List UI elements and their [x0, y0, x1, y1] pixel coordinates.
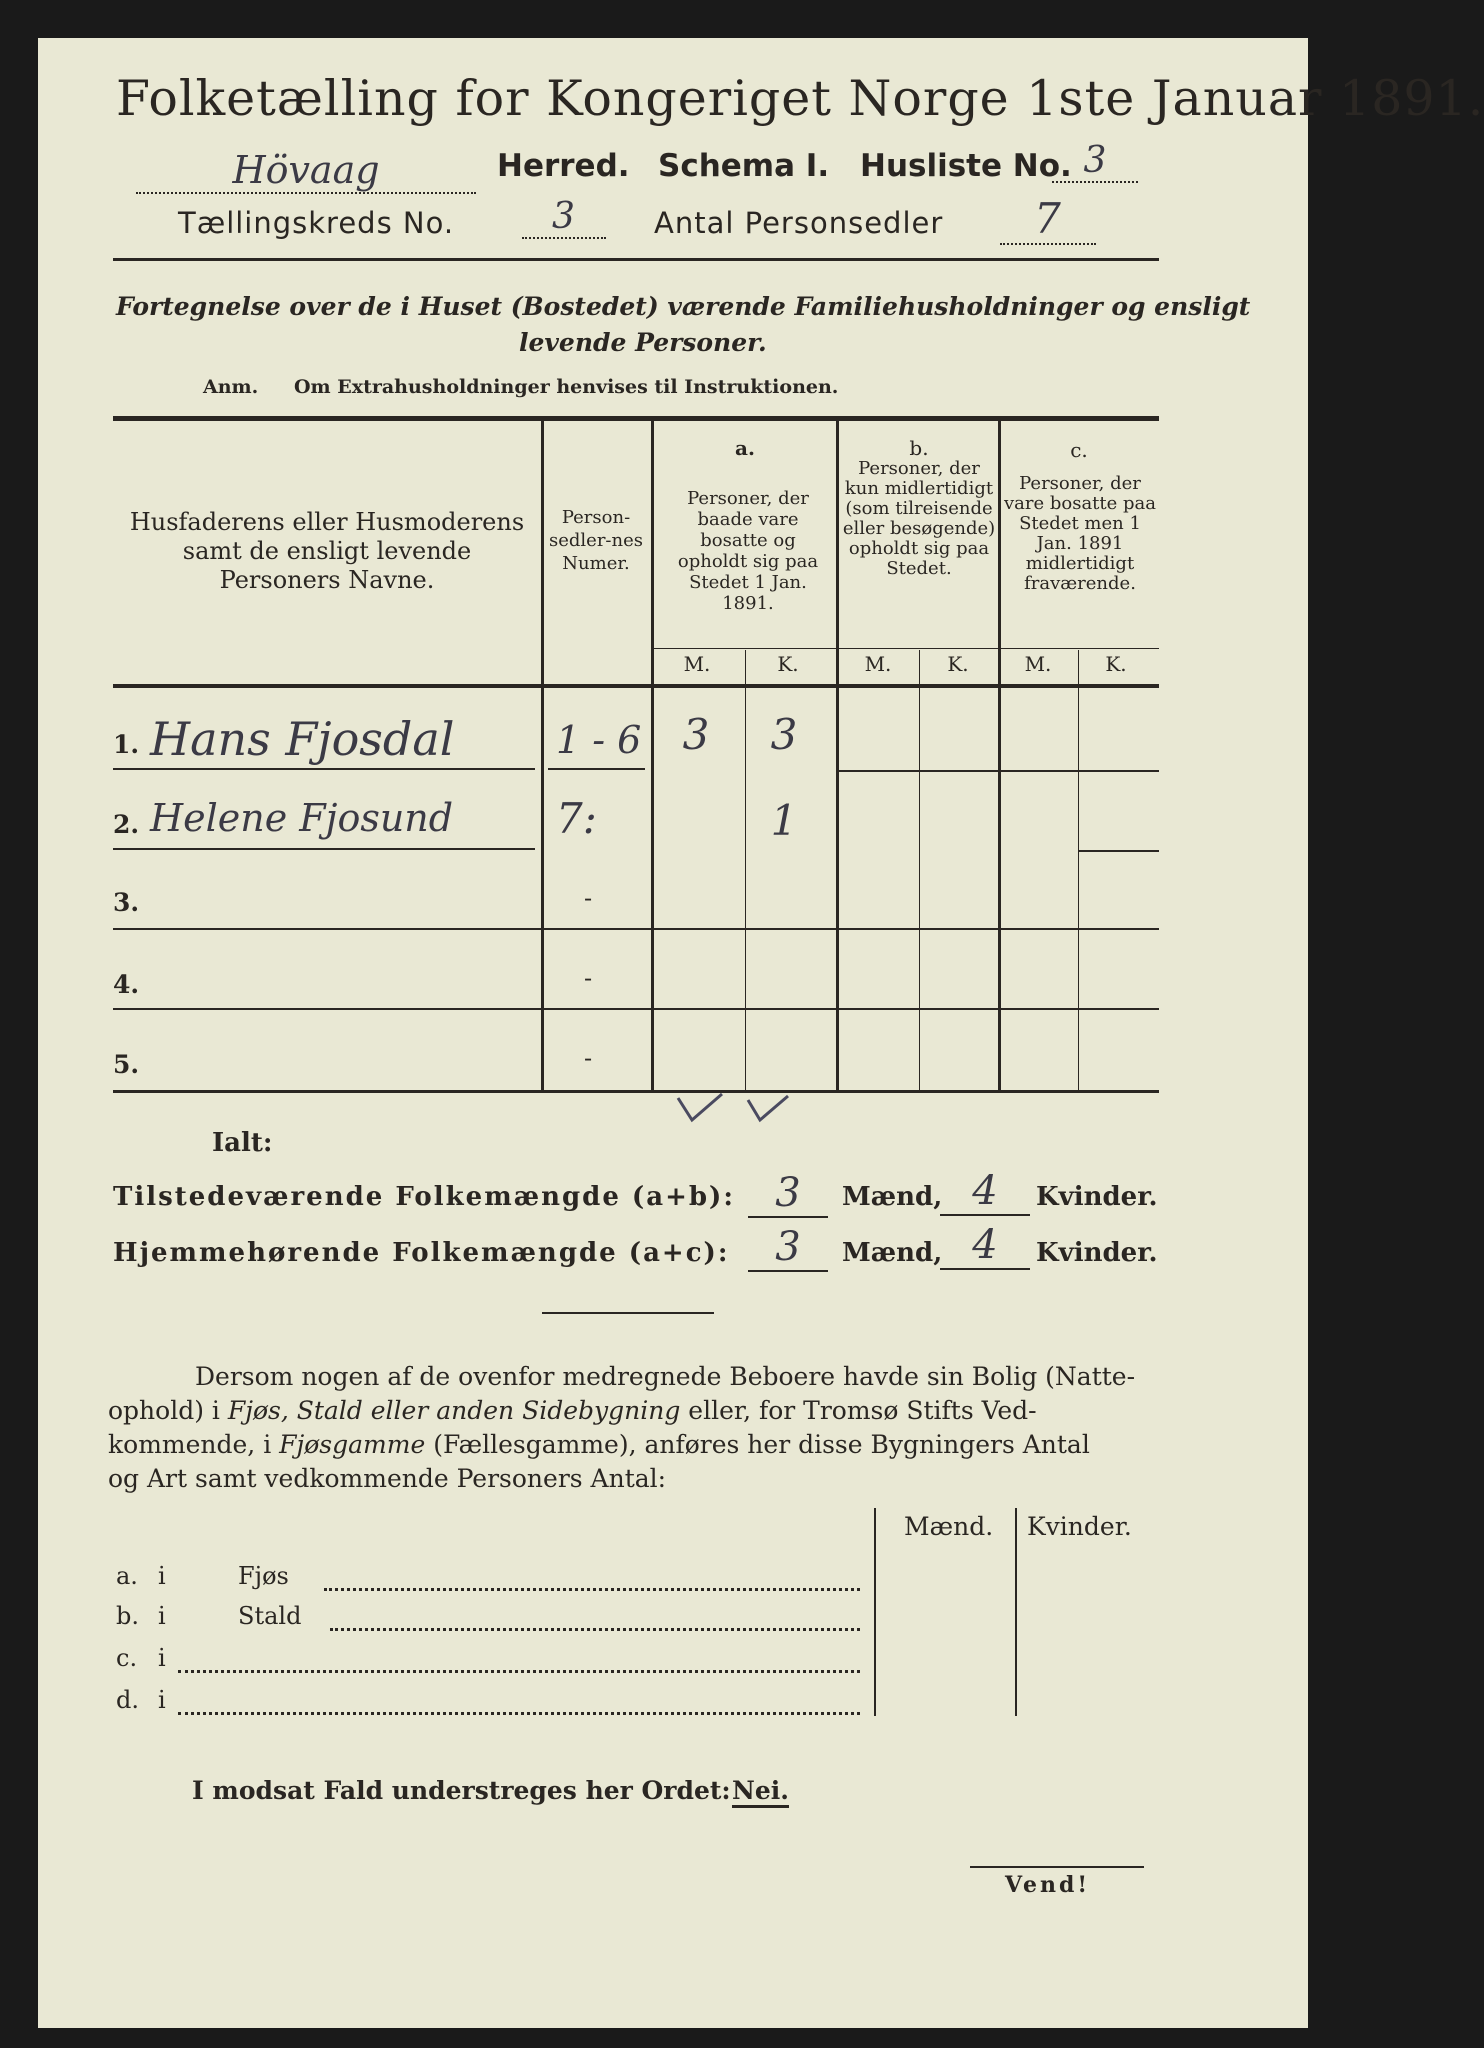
- row-name: Helene Fjosund: [150, 796, 454, 840]
- buildings-divider-2: [1015, 1508, 1017, 1716]
- kreds-label: Tællingskreds No.: [178, 206, 455, 240]
- col-header-num: Person-sedler-nes Numer.: [549, 507, 643, 574]
- col-header-a: Personer, der baade vare bosatte og opholdt sig paa Stedet 1 Jan. 1891.: [677, 488, 819, 614]
- row-a-k: 3: [770, 710, 798, 759]
- row-number: 4.: [113, 970, 140, 999]
- hjemme-kvinder-value: 4: [940, 1222, 1030, 1270]
- buildings-para-1: Dersom nogen af de ovenfor medregnede Beboere havde sin Bolig (Natte-: [195, 1362, 1136, 1391]
- intro-line-2: levende Personer.: [519, 328, 767, 357]
- anm-text: Om Extrahusholdninger henvises til Instruktionen.: [294, 376, 839, 398]
- header-rule: [113, 258, 1159, 261]
- building-item: a. i Fjøs: [116, 1562, 289, 1590]
- schema-label: Schema I.: [658, 148, 830, 184]
- buildings-maend-header: Mænd.: [904, 1512, 994, 1541]
- hjemme-maend-label: Mænd,: [842, 1238, 943, 1268]
- col-c-m: M.: [1024, 652, 1052, 676]
- col-header-name: Husfaderens eller Husmoderens samt de ensligt levende Personers Navne.: [129, 508, 525, 594]
- row-person-numbers: -: [584, 1044, 593, 1072]
- buildings-para-2: ophold) i Fjøs, Stald eller anden Sidebygning eller, for Tromsø Stifts Ved-: [108, 1396, 1037, 1425]
- col-a-m: M.: [683, 652, 711, 676]
- row-person-numbers: -: [584, 964, 593, 992]
- kreds-value: 3: [522, 196, 606, 239]
- anm-label: Anm.: [203, 376, 259, 398]
- building-item: b. i Stald: [116, 1602, 302, 1630]
- intro-line-1: Fortegnelse over de i Huset (Bostedet) værende Familiehusholdninger og ensligt: [116, 292, 1251, 321]
- col-divider-1: [541, 420, 544, 1090]
- herred-label: Herred.: [497, 148, 630, 184]
- row-a-m: 3: [682, 710, 710, 759]
- col-header-b: Personer, der kun midlertidigt (som tilreisende eller besøgende) opholdt sig paa Stedet.: [842, 458, 996, 579]
- row-name: Hans Fjosdal: [150, 712, 455, 766]
- buildings-para-3: kommende, i Fjøsgamme (Fællesgamme), anføres her disse Bygningers Antal: [108, 1430, 1090, 1459]
- vend-label: Vend!: [1005, 1872, 1091, 1898]
- row-person-numbers: -: [584, 884, 593, 912]
- nei-word: Nei.: [732, 1776, 789, 1808]
- herred-value: Hövaag: [136, 148, 476, 194]
- buildings-divider-1: [874, 1508, 876, 1716]
- antal-label: Antal Personsedler: [654, 206, 944, 240]
- row-number: 5.: [113, 1050, 140, 1079]
- tilstede-maend-label: Mænd,: [842, 1182, 943, 1212]
- tilstede-kvinder-value: 4: [940, 1168, 1030, 1216]
- building-item: d. i: [116, 1686, 166, 1714]
- col-c-k: K.: [1105, 652, 1127, 676]
- table-top-rule: [113, 416, 1159, 421]
- row-a-k: 1: [770, 796, 798, 845]
- herred-field: [136, 148, 476, 194]
- form-title: Folketælling for Kongeriget Norge 1ste Januar 1891.: [116, 70, 1484, 127]
- col-header-c-letter: c.: [1070, 438, 1088, 462]
- col-header-c: Personer, der vare bosatte paa Stedet men 1 Jan. 1891 midlertidigt fraværende.: [1003, 473, 1157, 594]
- buildings-kvinder-header: Kvinder.: [1027, 1512, 1132, 1541]
- col-b-m: M.: [864, 652, 892, 676]
- col-header-a-letter: a.: [735, 436, 755, 460]
- col-divider-2: [651, 420, 654, 1090]
- hjemme-kvinder-label: Kvinder.: [1036, 1238, 1158, 1268]
- buildings-para-4: og Art samt vedkommende Personers Antal:: [108, 1464, 667, 1493]
- husliste-label: Husliste No.: [860, 148, 1072, 184]
- antal-value: 7: [1000, 194, 1096, 245]
- row-person-numbers: 7:: [556, 794, 597, 843]
- table-header-rule: [113, 684, 1159, 688]
- hjemme-maend-value: 3: [748, 1224, 828, 1272]
- ialt-label: Ialt:: [212, 1128, 273, 1158]
- separator-rule: [542, 1312, 714, 1314]
- tilstede-label: Tilstedeværende Folkemængde (a+b):: [113, 1182, 735, 1212]
- col-a-k: K.: [777, 652, 799, 676]
- row-number: 1.: [113, 730, 140, 759]
- tilstede-maend-value: 3: [748, 1170, 828, 1218]
- col-divider-cMK: [1078, 650, 1079, 1090]
- row-number: 2.: [113, 810, 140, 839]
- col-divider-3: [836, 420, 839, 1090]
- vend-rule: [970, 1866, 1144, 1868]
- tilstede-kvinder-label: Kvinder.: [1036, 1182, 1158, 1212]
- modsat-label: I modsat Fald understreges her Ordet:: [192, 1776, 731, 1805]
- check-marks: [674, 1090, 804, 1130]
- col-b-k: K.: [947, 652, 969, 676]
- husliste-value: 3: [1052, 140, 1138, 183]
- building-item: c. i: [116, 1644, 166, 1672]
- hjemme-label: Hjemmehørende Folkemængde (a+c):: [113, 1238, 730, 1268]
- table-bottom-rule: [113, 1090, 1159, 1093]
- mk-rule: [654, 648, 1159, 649]
- row-number: 3.: [113, 888, 140, 917]
- row-person-numbers: 1 - 6: [556, 718, 642, 762]
- col-header-b-letter: b.: [909, 436, 929, 460]
- col-divider-bMK: [919, 650, 920, 1090]
- col-divider-4: [998, 420, 1001, 1090]
